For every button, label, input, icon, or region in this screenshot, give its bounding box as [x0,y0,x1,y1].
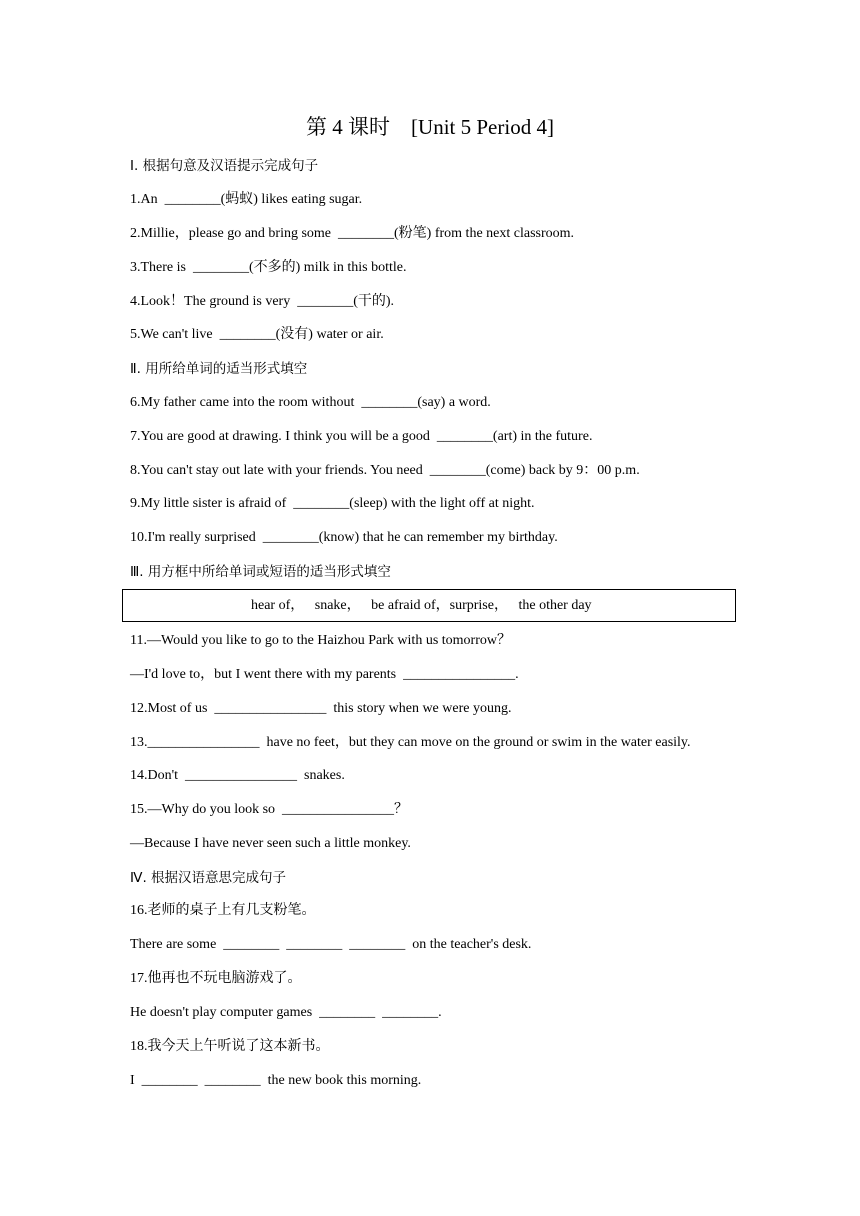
question-16: There are some ________ ________ ________ on the teacher's desk. [130,937,532,952]
question-18-chinese: 18.我今天上午听说了这本新书。 [130,1039,330,1054]
question-10: 10.I'm really surprised ________(know) that he can remember my birthday. [130,530,558,545]
question-2: 2.Millie，please go and bring some ________(粉笔) from the next classroom. [130,226,575,241]
word-bank-box [122,589,736,622]
question-11-answer: —I'd love to，but I went there with my parents ________________. [130,667,519,682]
question-14: 14.Don't ________________ snakes. [130,768,345,783]
question-7: 7.You are good at drawing. I think you will be a good ________(art) in the future. [130,429,593,444]
section-2-heading: Ⅱ. 用所给单词的适当形式填空 [130,361,308,377]
question-17: He doesn't play computer games ________ ________. [130,1005,442,1020]
question-17-chinese: 17.他再也不玩电脑游戏了。 [130,971,302,986]
question-11: 11.—Would you like to go to the Haizhou Park with us tomorrow？ [130,633,511,648]
section-4-heading: Ⅳ. 根据汉语意思完成句子 [130,870,287,886]
question-15: 15.—Why do you look so ________________？ [130,802,409,817]
page-title: 第 4 课时 [Unit 5 Period 4] [306,115,554,139]
question-8: 8.You can't stay out late with your friends. You need ________(come) back by 9：00 p.m. [130,463,640,478]
question-4: 4.Look！The ground is very ________(干的). [130,294,395,309]
question-12: 12.Most of us ________________ this story when we were young. [130,701,512,716]
question-15-answer: —Because I have never seen such a little monkey. [130,836,411,851]
question-18: I ________ ________ the new book this morning. [130,1073,422,1088]
word-bank-text: hear of， snake， be afraid of，surprise， the other day [251,598,592,613]
section-1-heading: Ⅰ. 根据句意及汉语提示完成句子 [130,158,319,174]
question-1: 1.An ________(蚂蚁) likes eating sugar. [130,192,363,207]
section-3-heading: Ⅲ. 用方框中所给单词或短语的适当形式填空 [130,564,391,580]
question-13: 13.________________ have no feet，but they can move on the ground or swim in the water easily. [130,735,691,750]
question-16-chinese: 16.老师的桌子上有几支粉笔。 [130,903,316,918]
question-3: 3.There is ________(不多的) milk in this bottle. [130,260,407,275]
question-9: 9.My little sister is afraid of ________(sleep) with the light off at night. [130,496,535,511]
question-6: 6.My father came into the room without ________(say) a word. [130,395,491,410]
question-5: 5.We can't live ________(没有) water or air. [130,327,384,342]
